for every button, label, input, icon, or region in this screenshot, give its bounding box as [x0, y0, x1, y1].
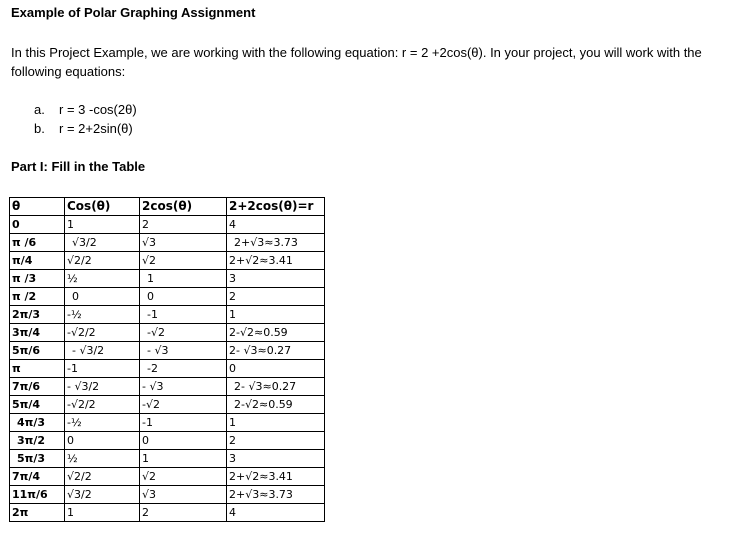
r-cell: 2-√2≈0.59 [227, 324, 325, 342]
cos-cell: ½ [65, 270, 140, 288]
cos-cell: 0 [65, 432, 140, 450]
two-cos-cell: 2 [140, 216, 227, 234]
table-row [10, 342, 325, 360]
table-row [10, 234, 325, 252]
table-header-row [10, 198, 325, 216]
list-marker: a. [34, 102, 45, 117]
two-cos-cell: 0 [140, 288, 227, 306]
table-row [10, 486, 325, 504]
r-cell: 2- √3≈0.27 [227, 342, 325, 360]
cos-cell: ½ [65, 450, 140, 468]
r-cell: 4 [227, 216, 325, 234]
intro-paragraph: In this Project Example, we are working with the following equation: r = 2 +2cos(θ). In your project, you will work with the following equations: [11, 45, 702, 79]
equation-list [34, 100, 137, 138]
table-row [10, 504, 325, 522]
theta-cell: π /2 [10, 288, 65, 306]
two-cos-cell: -2 [140, 360, 227, 378]
table-row [10, 360, 325, 378]
cos-cell: -½ [65, 414, 140, 432]
header-cos: Cos(θ) [65, 198, 140, 216]
document-title: Example of Polar Graphing Assignment [11, 5, 256, 20]
table-row [10, 432, 325, 450]
cos-cell: √2/2 [65, 468, 140, 486]
equation-item [34, 100, 137, 119]
cos-cell: √3/2 [65, 234, 140, 252]
header-theta: θ [10, 198, 65, 216]
r-cell: 2- √3≈0.27 [227, 378, 325, 396]
r-cell: 1 [227, 306, 325, 324]
two-cos-cell: - √3 [140, 378, 227, 396]
equation-text: r = 3 -cos(2θ) [59, 102, 137, 117]
cos-cell: 1 [65, 216, 140, 234]
theta-cell: 7π/6 [10, 378, 65, 396]
part-heading: Part I: Fill in the Table [11, 159, 146, 174]
cos-cell: 0 [65, 288, 140, 306]
theta-cell: 3π/4 [10, 324, 65, 342]
theta-cell: 7π/4 [10, 468, 65, 486]
theta-cell: π /6 [10, 234, 65, 252]
r-cell: 2-√2≈0.59 [227, 396, 325, 414]
r-cell: 1 [227, 414, 325, 432]
two-cos-cell: 1 [140, 270, 227, 288]
table-row [10, 396, 325, 414]
header-r: 2+2cos(θ)=r [227, 198, 325, 216]
table-row [10, 288, 325, 306]
theta-cell: π /3 [10, 270, 65, 288]
cos-cell: - √3/2 [65, 342, 140, 360]
cos-cell: -1 [65, 360, 140, 378]
r-cell: 2 [227, 288, 325, 306]
cos-cell: 1 [65, 504, 140, 522]
equation-item [34, 119, 137, 138]
equation-text: r = 2+2sin(θ) [59, 121, 133, 136]
two-cos-cell: -1 [140, 306, 227, 324]
theta-cell: 11π/6 [10, 486, 65, 504]
table-row [10, 468, 325, 486]
two-cos-cell: √2 [140, 252, 227, 270]
cos-cell: - √3/2 [65, 378, 140, 396]
theta-cell: 4π/3 [10, 414, 65, 432]
r-cell: 3 [227, 270, 325, 288]
table-row [10, 450, 325, 468]
two-cos-cell: -√2 [140, 396, 227, 414]
table-row [10, 216, 325, 234]
theta-cell: 0 [10, 216, 65, 234]
two-cos-cell: √2 [140, 468, 227, 486]
r-cell: 2+√3≈3.73 [227, 486, 325, 504]
r-cell: 3 [227, 450, 325, 468]
list-marker: b. [34, 121, 45, 136]
r-cell: 2+√2≈3.41 [227, 252, 325, 270]
table-body [10, 216, 325, 522]
table-row [10, 306, 325, 324]
theta-cell: 3π/2 [10, 432, 65, 450]
two-cos-cell: √3 [140, 486, 227, 504]
cos-cell: √3/2 [65, 486, 140, 504]
theta-cell: 2π [10, 504, 65, 522]
theta-cell: π [10, 360, 65, 378]
values-table [9, 197, 325, 522]
header-2cos: 2cos(θ) [140, 198, 227, 216]
two-cos-cell: √3 [140, 234, 227, 252]
table-row [10, 378, 325, 396]
r-cell: 2+√2≈3.41 [227, 468, 325, 486]
cos-cell: -√2/2 [65, 324, 140, 342]
r-cell: 2 [227, 432, 325, 450]
two-cos-cell: 1 [140, 450, 227, 468]
theta-cell: π/4 [10, 252, 65, 270]
theta-cell: 5π/3 [10, 450, 65, 468]
cos-cell: -√2/2 [65, 396, 140, 414]
theta-cell: 2π/3 [10, 306, 65, 324]
theta-cell: 5π/4 [10, 396, 65, 414]
two-cos-cell: -1 [140, 414, 227, 432]
r-cell: 2+√3≈3.73 [227, 234, 325, 252]
two-cos-cell: 0 [140, 432, 227, 450]
cos-cell: -½ [65, 306, 140, 324]
theta-cell: 5π/6 [10, 342, 65, 360]
table-row [10, 414, 325, 432]
two-cos-cell: - √3 [140, 342, 227, 360]
two-cos-cell: 2 [140, 504, 227, 522]
table-row [10, 270, 325, 288]
table-row [10, 324, 325, 342]
r-cell: 0 [227, 360, 325, 378]
two-cos-cell: -√2 [140, 324, 227, 342]
cos-cell: √2/2 [65, 252, 140, 270]
r-cell: 4 [227, 504, 325, 522]
table-row [10, 252, 325, 270]
